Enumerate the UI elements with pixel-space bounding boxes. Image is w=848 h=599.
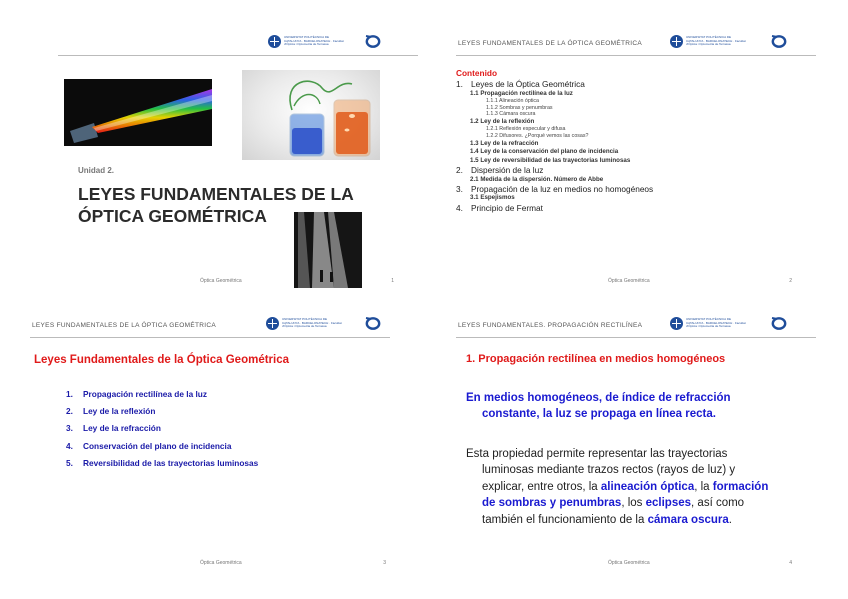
upc-logo-text: UNIVERSITAT POLITÈCNICA DE CATALUNYA · BARCELONATECH · Facultat d'Òptica i Optometria de Terrassa — [282, 317, 342, 329]
slide-header-title: LEYES FUNDAMENTALES. PROPAGACIÓN RECTILÍNEA — [458, 322, 643, 329]
title-line-1: LEYES FUNDAMENTALES DE LA — [78, 184, 354, 204]
prism-dispersion-photo — [64, 79, 212, 146]
slide-3 — [22, 310, 398, 574]
header-rule — [58, 55, 418, 56]
light-rays-photo — [294, 212, 362, 288]
toc-item-1-2: 1.2 Ley de la reflexión — [470, 118, 535, 126]
header-rule — [30, 337, 390, 338]
slide-heading: 1. Propagación rectilínea en medios homogéneos — [466, 353, 726, 365]
keyword-eclipses: eclipses — [645, 497, 692, 510]
upc-globe-icon — [266, 317, 279, 330]
toc-item-1-2-1: 1.2.1 Reflexión especular y difusa — [486, 126, 566, 133]
slide-2 — [448, 28, 824, 292]
toc-item-1-5: 1.5 Ley de reversibilidad de las trayectorias luminosas — [470, 156, 631, 164]
list-item: 5. Reversibilidad de las trayectorias luminosas — [66, 457, 259, 468]
slide-header-title: LEYES FUNDAMENTALES DE LA ÓPTICA GEOMÉTRICA — [458, 40, 642, 47]
faculty-logo-icon — [364, 34, 381, 48]
keyword-alineacion: alineación óptica — [600, 480, 695, 493]
toc-item-2: 2. Dispersión de la luz — [456, 165, 544, 176]
slide-header-title: LEYES FUNDAMENTALES DE LA ÓPTICA GEOMÉTRICA — [32, 322, 216, 329]
key-statement: En medios homogéneos, de índice de refracción constante, la luz se propaga en línea recta. — [466, 392, 731, 420]
upc-logo — [670, 35, 748, 48]
list-item: 1. Propagación rectilínea de la luz — [66, 389, 208, 399]
page-number: 3 — [383, 560, 386, 566]
page-number: 4 — [789, 560, 792, 566]
keyword-formacion: formación — [712, 480, 769, 493]
header-rule — [456, 55, 816, 56]
faculty-logo-icon — [770, 34, 787, 48]
keyword-sombras: de sombras y penumbras — [482, 497, 622, 510]
list-item: 4. Conservación del plano de incidencia — [66, 440, 232, 451]
upc-logo — [266, 317, 344, 330]
page-number: 2 — [789, 278, 792, 284]
toc-item-1-2-2: 1.2.2 Difusores. ¿Porqué vemos las cosas? — [486, 133, 589, 140]
toc-item-3: 3. Propagación de la luz en medios no homogéneos — [456, 183, 654, 194]
body-paragraph: Esta propiedad permite representar las trayectorias luminosas mediante trazos rectos (rayos de luz) y explicar, entre otros, la alineación óptica, la formación de sombras y penumbras, los eclipses, así como también el funcionamiento de la cámara oscura. — [466, 448, 769, 526]
upc-logo — [268, 35, 346, 48]
slide-1 — [50, 28, 426, 292]
table-of-contents — [456, 68, 816, 213]
toc-item-1-1-1: 1.1.1 Alineación óptica — [486, 97, 540, 104]
upc-logo-text: UNIVERSITAT POLITÈCNICA DE CATALUNYA · BARCELONATECH · Facultat d'Òptica i Optometria de Terrassa — [284, 35, 344, 47]
upc-logo-text: UNIVERSITAT POLITÈCNICA DE CATALUNYA · BARCELONATECH · Facultat d'Òptica i Optometria de Terrassa — [686, 35, 746, 47]
toc-item-2-1: 2.1 Medida de la dispersión. Número de Abbe — [470, 175, 604, 183]
upc-globe-icon — [670, 35, 683, 48]
slide-heading: Leyes Fundamentales de la Óptica Geométrica — [34, 354, 290, 366]
faculty-logo-icon — [364, 316, 381, 330]
upc-logo-text: UNIVERSITAT POLITÈCNICA DE CATALUNYA · BARCELONATECH · Facultat d'Òptica i Optometria de Terrassa — [686, 317, 746, 329]
toc-item-1-1-2: 1.1.2 Sombras y penumbras — [486, 104, 553, 111]
slide-4 — [448, 310, 824, 574]
title-line-2: ÓPTICA GEOMÉTRICA — [78, 206, 267, 226]
unit-label: Unidad 2. — [78, 166, 115, 175]
laws-list — [66, 386, 258, 472]
contents-heading: Contenido — [456, 68, 498, 78]
list-item: 3. Ley de la refracción — [66, 423, 161, 434]
toc-item-1-3: 1.3 Ley de la refracción — [470, 139, 539, 147]
upc-globe-icon — [670, 317, 683, 330]
footer-course: Óptica Geométrica — [200, 560, 242, 566]
footer-course: Óptica Geométrica — [608, 278, 650, 284]
page-number: 1 — [391, 278, 394, 284]
footer-course: Óptica Geométrica — [200, 278, 242, 284]
upc-logo — [670, 317, 748, 330]
toc-item-1-1: 1.1 Propagación rectilínea de la luz — [470, 89, 573, 97]
upc-globe-icon — [268, 35, 281, 48]
toc-item-1-4: 1.4 Ley de la conservación del plano de incidencia — [470, 148, 619, 156]
header-rule — [456, 337, 816, 338]
footer-course: Óptica Geométrica — [608, 560, 650, 566]
toc-item-1-1-3: 1.1.3 Cámara oscura — [486, 111, 536, 118]
keyword-camara-oscura: cámara oscura — [647, 513, 729, 526]
toc-item-1: 1. Leyes de la Óptica Geométrica — [456, 79, 585, 89]
faculty-logo-icon — [770, 316, 787, 330]
toc-item-3-1: 3.1 Espejismos — [470, 194, 515, 202]
toc-item-4: 4. Principio de Fermat — [456, 202, 543, 213]
flasks-photo — [242, 70, 380, 160]
list-item: 2. Ley de la reflexión — [66, 406, 156, 417]
